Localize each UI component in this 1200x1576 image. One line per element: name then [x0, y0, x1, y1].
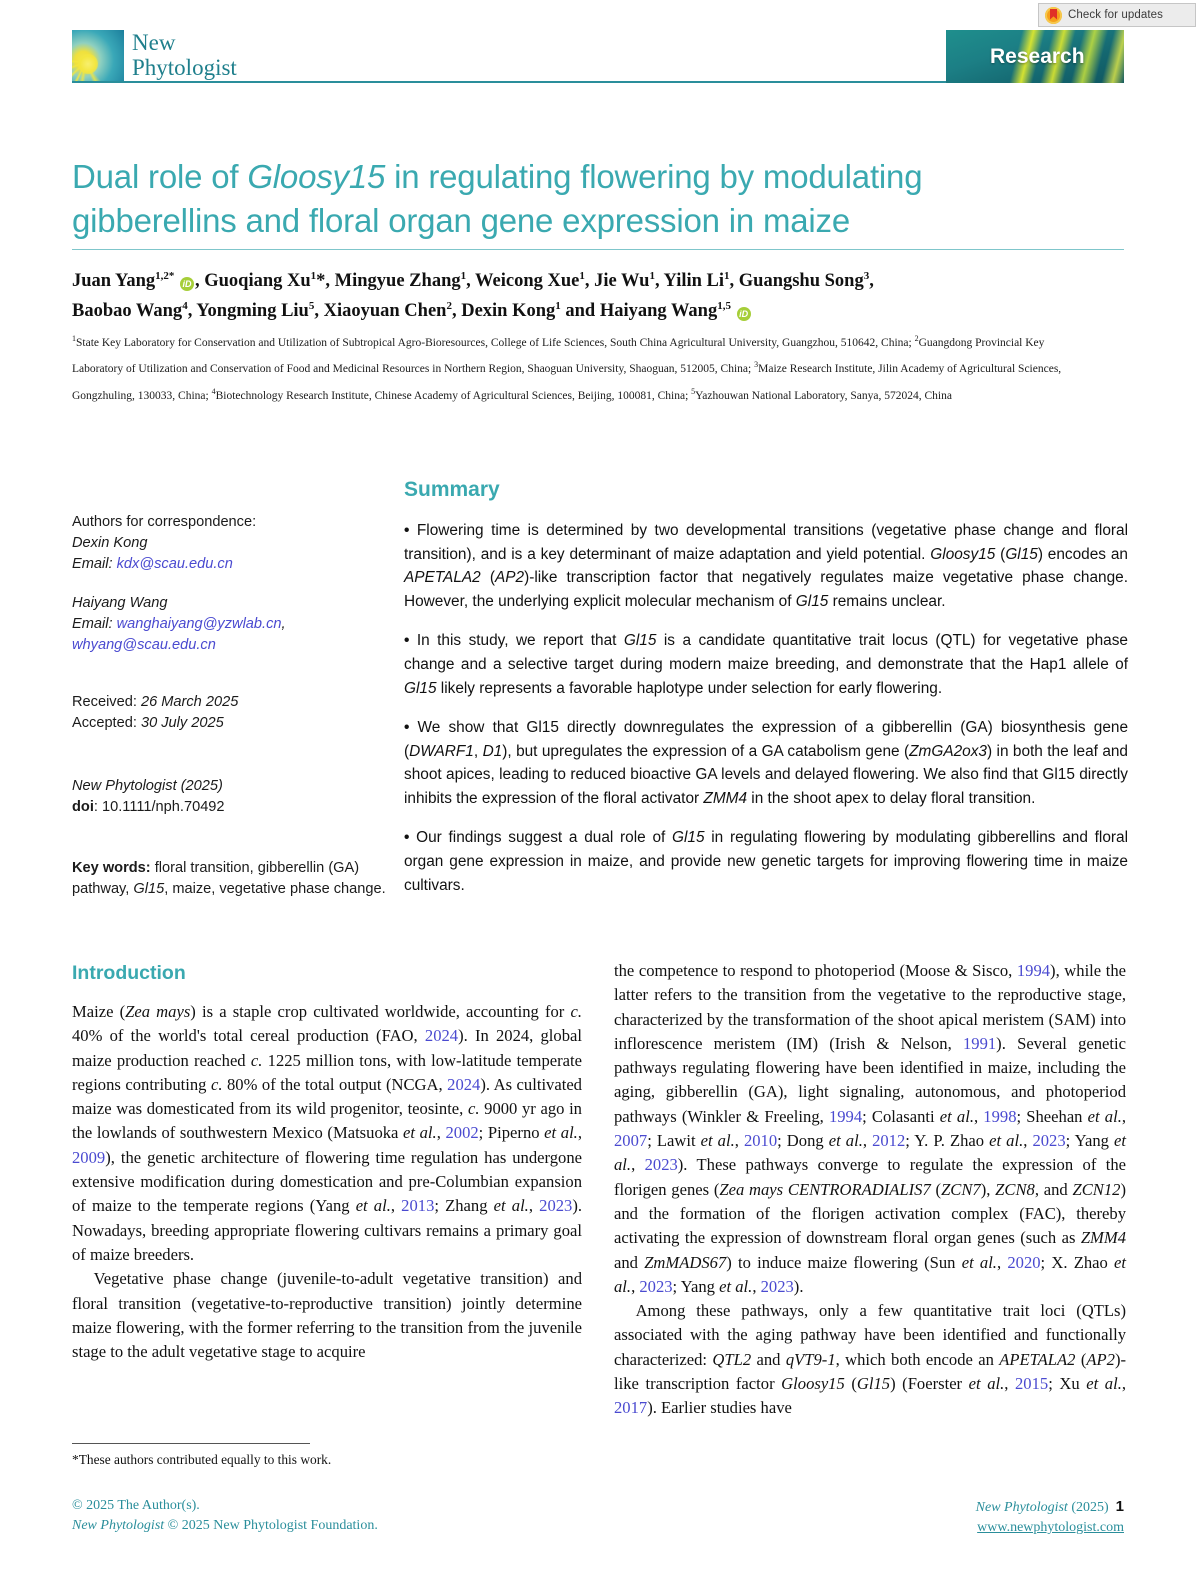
author-list: Juan Yang$^{1,2*}$ iD , Guoqiang Xu$^1$*, Mingyue Zhang$^1$, Weicong Xue$^1$, Jie Wu$^1$, Yilin Li$^1$, Guangshu Song$^3$, Baobao Wang$^4$, Yongming Liu$^5$, Xiaoyuan Chen$^2$, Dexin Kong$^1$ and Haiyang Wang$^{1,5}$ iD — [72, 269, 874, 321]
email-label-1: Email: — [72, 556, 113, 572]
corresponding-author-2-email-row — [72, 614, 388, 635]
correspondence-heading: Authors for correspondence: — [72, 514, 257, 530]
keywords-block — [72, 858, 388, 900]
email-link-whyang[interactable]: whyang@scau.edu.cn — [72, 637, 216, 653]
accepted-date: 30 July 2025 — [140, 715, 224, 731]
body-paragraph: the competence to respond to photoperiod (Moose & Sisco, 1994), while the latter refers to the transition from the vegetative to the reproductive stage, characterized by the transformation of the shoot apical meristem (SAM) into inflorescence meristem (IM) (Irish & Nelson, 1991). Several genetic pathways regulating flowering have been identified in maize, including the aging, gibberellin (GA), light signaling, autonomous, and photoperiod pathways (Winkler & Freeling, 1994; Colasanti et al., 1998; Sheehan et al., 2007; Lawit et al., 2010; Dong et al., 2012; Y. P. Zhao et al., 2023; Yang et al., 2023). These pathways converge to regulate the expression of the florigen genes (Zea mays CENTRORADIALIS7 (ZCN7), ZCN8, and ZCN12) and the formation of the florigen activation complex (FAC), thereby activating the expression of downstream floral organ genes (such as ZMM4 and ZmMADS67) to induce maize flowering (Sun et al., 2020; X. Zhao et al., 2023; Yang et al., 2023). — [614, 961, 1127, 1296]
summary-section — [404, 478, 1128, 897]
body-column-left — [72, 1000, 582, 1364]
summary-bullet-1: • Flowering time is determined by two developmental transitions (vegetative phase change and floral transition), and is a key determinant of maize adaptation and yield potential. Gloosy15 (Gl15) encodes an APETALA2 (AP2)-like transcription factor that negatively regulates maize vegetative phase change. However, the underlying explicit molecular mechanism of Gl15 remains unclear. — [404, 522, 1128, 611]
affiliation-text: State Key Laboratory for Conservation and Utilization of Subtropical Agro-Bioresources, College of Life Sciences, South China Agricultural University, Guangzhou, 510642, China; — [76, 336, 912, 349]
section-banner — [946, 30, 1124, 83]
check-for-updates-label: Check for updates — [1068, 9, 1164, 21]
crossmark-icon — [1045, 7, 1062, 24]
footnote-divider — [72, 1443, 310, 1444]
keywords-text: floral transition, gibberellin (GA) pathway, — [72, 860, 360, 897]
footer-foundation: © 2025 New Phytologist Foundation. — [164, 1517, 378, 1533]
body-paragraph: Vegetative phase change (juvenile-to-adult vegetative transition) and floral transition (vegetative-to-reproductive transition) jointly determine maize flowering, with the former referring to the transition from the juvenile stage to the adult vegetative stage to acquire — [72, 1269, 582, 1362]
affiliation-marker: 3 — [754, 360, 759, 370]
summary-bullet-2: • In this study, we report that Gl15 is a candidate quantitative trait locus (QTL) for vegetative phase change and a selective target during modern maize breeding, and demonstrate that the Hap1 allele of Gl15 likely represents a favorable haplotype under selection for early flowering. — [404, 632, 1128, 697]
journal-logo-text — [132, 31, 237, 80]
body-column-right — [614, 959, 1126, 1421]
footer-citation-row — [976, 1496, 1124, 1518]
copyright-line-1: © 2025 The Author(s). — [72, 1498, 200, 1513]
submission-dates — [72, 692, 388, 734]
title-gene-name: Gloosy15 — [247, 158, 386, 196]
journal-logo-line2: Phytologist — [132, 55, 237, 80]
summary-heading: Summary — [404, 478, 500, 501]
accepted-label: Accepted: — [72, 715, 137, 731]
affiliation-marker: 1 — [72, 334, 76, 343]
received-label: Received: — [72, 694, 137, 710]
affiliation-marker: 4 — [211, 386, 216, 396]
check-for-updates-badge[interactable] — [1038, 3, 1196, 27]
keywords-gene: Gl15 — [133, 881, 165, 897]
email-separator: , — [281, 616, 286, 632]
sunburst-icon — [72, 30, 124, 82]
footer-copyright — [72, 1496, 378, 1536]
email-link-kdx[interactable]: kdx@scau.edu.cn — [116, 556, 233, 572]
orcid-icon[interactable]: iD — [737, 307, 751, 321]
received-row — [72, 692, 388, 713]
masthead — [72, 30, 1124, 82]
affiliations — [72, 330, 1082, 409]
correspondence-block-2 — [72, 593, 388, 656]
corresponding-author-2-name: Haiyang Wang — [72, 595, 168, 611]
correspondence-block-1 — [72, 512, 388, 575]
journal-website-link[interactable]: www.newphytologist.com — [977, 1519, 1124, 1535]
page-number: 1 — [1115, 1498, 1124, 1515]
body-paragraph: Maize (Zea mays) is a staple crop cultivated worldwide, accounting for c. 40% of the world's total cereal production (FAO, 2024). In 2024, global maize production reached c. 1225 million tons, with low-latitude temperate regions contributing c. 80% of the total output (NCGA, 2024). As cultivated maize was domesticated from its wild progenitor, teosinte, c. 9000 yr ago in the lowlands of southwestern Mexico (Matsuoka et al., 2002; Piperno et al., 2009), the genetic architecture of flowering time regulation has undergone extensive modification during domestication and pre-Columbian expansion of maize to the temperate regions (Yang et al., 2013; Zhang et al., 2023). Nowadays, breeding appropriate flowering cultivars remains a primary goal of maize breeders. — [72, 1002, 583, 1264]
email-label-2: Email: — [72, 616, 113, 632]
correspondence-sidebar — [72, 512, 388, 900]
corresponding-author-2-email-row-2 — [72, 635, 388, 656]
summary-bullet-4: • Our findings suggest a dual role of Gl15 in regulating flowering by modulating gibberellins and floral organ gene expression in maize, and provide new genetic targets for improving flowering time in maize cultivars. — [404, 829, 1128, 894]
footer-journal-title: New Phytologist — [975, 1500, 1068, 1515]
bullet-marker: • — [404, 522, 410, 539]
affiliation-marker: 5 — [691, 386, 696, 396]
footer-journal-year: (2025) — [1067, 1500, 1109, 1515]
journal-logo[interactable] — [72, 30, 257, 82]
orcid-icon[interactable]: iD — [180, 277, 194, 291]
affiliation-text: Biotechnology Research Institute, Chinese Academy of Agricultural Sciences, Beijing, 100081, China; — [215, 389, 689, 402]
summary-bullet-list — [404, 519, 1128, 897]
bullet-marker: • — [404, 829, 410, 847]
body-paragraph: Among these pathways, only a few quantitative trait loci (QTLs) associated with the aging pathway have been identified and functionally characterized: QTL2 and qVT9-1, which both encode an APETALA2 (AP2)-like transcription factor Gloosy15 (Gl15) (Foerster et al., 2015; Xu et al., 2017). Earlier studies have — [614, 1301, 1126, 1418]
accepted-row — [72, 713, 388, 734]
doi-row — [72, 797, 388, 818]
affiliation-marker: 2 — [914, 334, 919, 343]
doi-label: doi — [72, 799, 94, 815]
title-divider — [72, 249, 1124, 250]
affiliation-text: Maize Research Institute, Jilin Academy of Agricultural Sciences, Gongzhuling, 130033, China; — [72, 363, 1062, 402]
keywords-text-2: , maize, vegetative phase change. — [164, 881, 386, 897]
doi-value: : 10.1111/nph.70492 — [93, 799, 225, 815]
journal-citation: New Phytologist (2025) — [72, 778, 223, 794]
keywords-label: Key words: — [72, 860, 151, 876]
bullet-marker: • — [404, 718, 410, 736]
equal-contribution-footnote: *These authors contributed equally to this work. — [72, 1452, 332, 1467]
received-date: 26 March 2025 — [140, 694, 239, 710]
copyright-line-2 — [72, 1516, 378, 1536]
citation-block — [72, 776, 388, 818]
affiliation-text: Yazhouwan National Laboratory, Sanya, 572024, China — [695, 389, 952, 402]
introduction-heading: Introduction — [72, 962, 186, 984]
masthead-divider — [72, 81, 952, 83]
affiliation-text: Guangdong Provincial Key Laboratory of Utilization and Conservation of Food and Medicinal Resources in Northern Region, Shaoguan University, Shaoguan, 512005, China; — [72, 336, 1045, 376]
email-link-wanghaiyang[interactable]: wanghaiyang@yzwlab.cn — [116, 616, 282, 632]
bullet-marker: • — [404, 632, 410, 650]
footer-journal-info — [976, 1496, 1124, 1538]
corresponding-author-1-name: Dexin Kong — [72, 535, 148, 551]
footer-journal-name: New Phytologist — [72, 1517, 165, 1533]
summary-bullet-3: • We show that Gl15 directly downregulates the expression of a gibberellin (GA) biosynthesis gene (DWARF1, D1), but upregulates the expression of a GA catabolism gene (ZmGA2ox3) in both the leaf and shoot apices, leading to reduced bioactive GA levels and delayed flowering. We also find that Gl15 directly inhibits the expression of the floral activator ZMM4 in the shoot apex to delay floral transition. — [404, 718, 1128, 807]
corresponding-author-1-email-row — [72, 554, 388, 575]
article-title: Dual role of Gloosy15 in regulating flowering by modulating gibberellins and floral organ gene expression in maize — [72, 158, 923, 240]
journal-logo-line1: New — [132, 30, 176, 56]
section-banner-label: Research — [990, 44, 1085, 68]
